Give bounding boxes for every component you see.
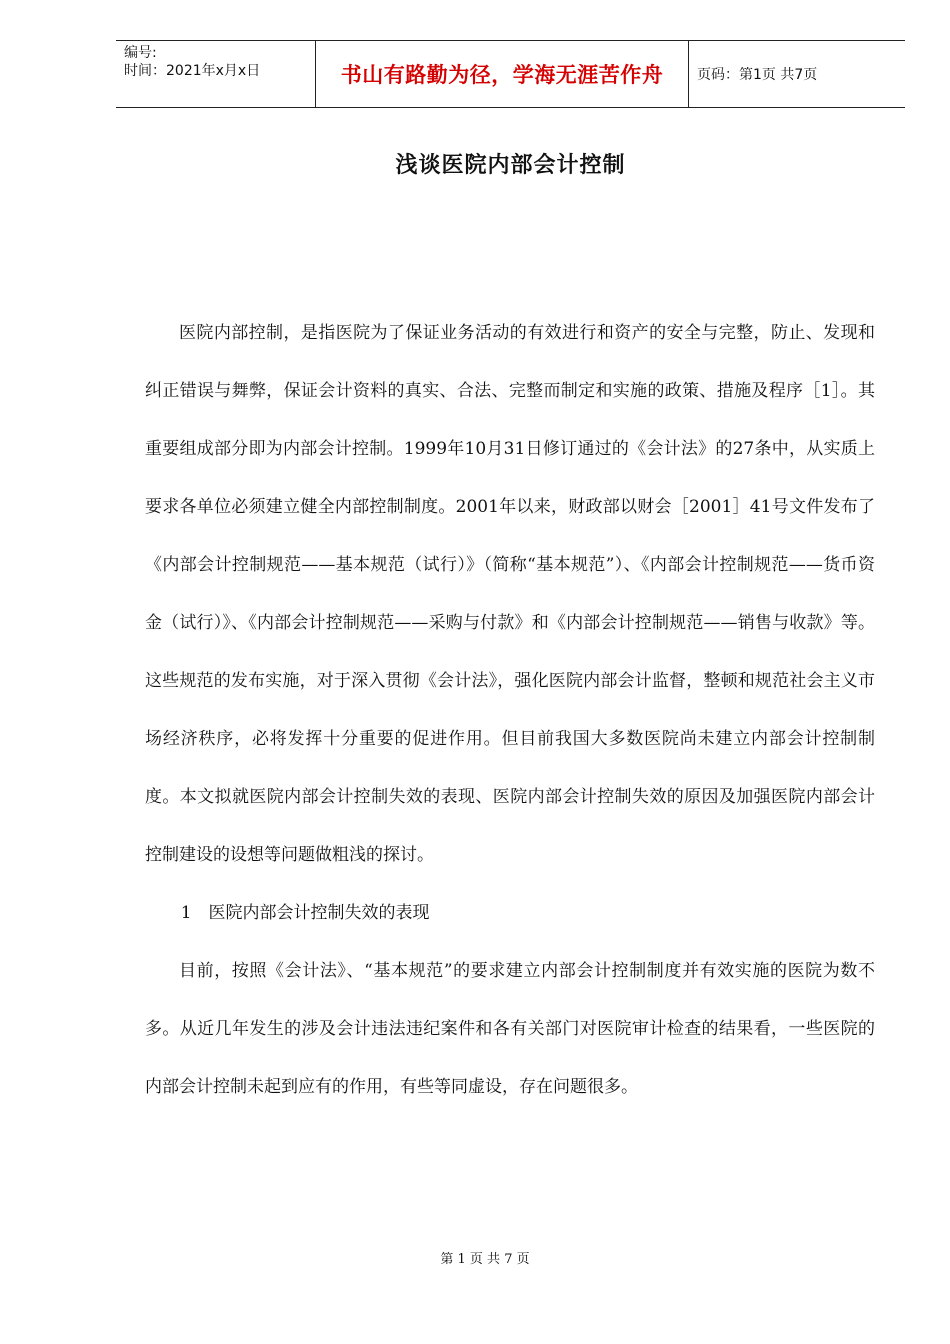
header-page-info: 页码：第1页 共7页 <box>697 67 818 83</box>
document-title: 浅谈医院内部会计控制 <box>395 153 626 178</box>
paragraph-section-1: 目前，按照《会计法》、“基本规范”的要求建立内部会计控制制度并有效实施的医院为数不多。从近几年发生的涉及会计违法违纪案件和各有关部门对医院审计检查的结果看，一些医院的内部会计控制未起到应有的作用，有些等同虚设，存在问题很多。 <box>145 961 875 1097</box>
section-heading-1: 1 医院内部会计控制失效的表现 <box>180 903 430 923</box>
header-motto: 书山有路勤为径，学海无涯苦作舟 <box>316 41 689 107</box>
paragraph-intro: 医院内部控制，是指医院为了保证业务活动的有效进行和资产的安全与完整，防止、发现和纠正错误与舞弊，保证会计资料的真实、合法、完整而制定和实施的政策、措施及程序［1］。其重要组成部分即为内部会计控制。1999年10月31日修订通过的《会计法》的27条中，从实质上要求各单位必须建立健全内部控制制度。2001年以来，财政部以财会［2001］41号文件发布了《内部会计控制规范——基本规范（试行）》（简称“基本规范”）、《内部会计控制规范——货币资金（试行）》、《内部会计控制规范——采购与付款》和《内部会计控制规范——销售与收款》等。这些规范的发布实施，对于深入贯彻《会计法》，强化医院内部会计监督，整顿和规范社会主义市场经济秩序，必将发挥十分重要的促进作用。但目前我国大多数医院尚未建立内部会计控制制度。本文拟就医院内部会计控制失效的表现、医院内部会计控制失效的原因及加强医院内部会计控制建设的设想等问题做粗浅的探讨。 <box>145 323 875 865</box>
header-meta-cell <box>116 41 316 107</box>
serial-number-label: 编号: <box>124 45 157 61</box>
header-table <box>116 40 905 108</box>
document-body <box>145 304 875 1116</box>
date-label: 时间：2021年x月x日 <box>124 63 261 79</box>
page-footer: 第 1 页 共 7 页 <box>440 1252 530 1267</box>
